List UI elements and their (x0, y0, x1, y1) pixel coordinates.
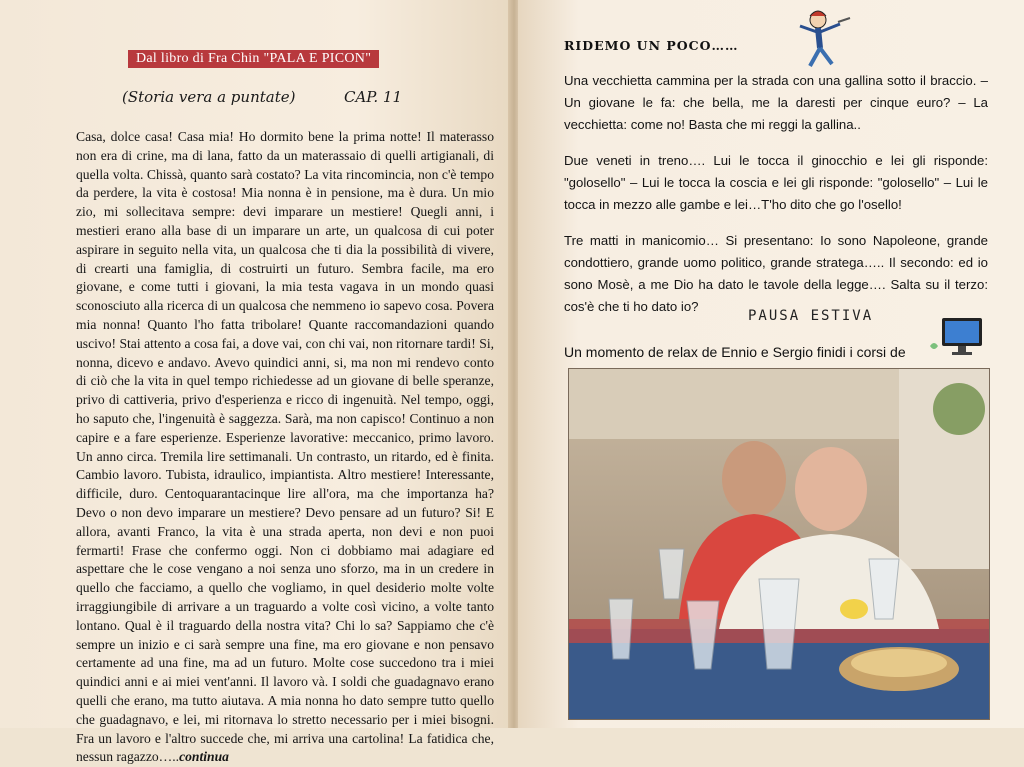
jokes-list (564, 70, 988, 332)
pausa-estiva-heading: PAUSA ESTIVA (748, 308, 874, 324)
jokes-title: RIDEMO UN POCO…… (564, 38, 739, 53)
cartoon-figure-icon (784, 6, 854, 72)
story-body (76, 128, 494, 767)
left-page (0, 0, 510, 765)
story-text: Casa, dolce casa! Casa mia! Ho dormito bene la prima notte! Il materasso non era di crine, ma di lana, fatto da un materassaio di quelli artigianali, di quella volta. Chissà, quanto sarà costato? La vita rincomincia, non c'è tempo da perdere, la vita è costosa! Mia nonna è in pensione, ma è dura. Un mio zio, mi sollecitava sempre: devi imparare un mestiere! Quegli anni, i mestieri erano alla base di un imparare un arte, un qualcosa di cui poter aspirare in seguito nella vita, un qualcosa che ti dia la possibilità di vivere, di crearti una famiglia, di costruirti un futuro. Sembra facile, ma ero giovane, e come tutti i giovani, la mia testa vagava in un mondo quasi sconosciuto alla ricerca di un qualcosa che nemmeno io sapevo cosa. Povera mia nonna! Quanto l'ho fatta tribolare! Quante raccomandazioni quando uscivo! Stai attento a cosa fai, a dove vai, con chi vai, non ritornare tardi! Si, nonna, dicevo e andavo. Avevo quindici anni, si, ma non mi rendevo conto di ciò che la vita in quel tempo richiedesse ad un giovane di belle speranze, privo di cattiveria, privo d'esperienza e ricco di ingenuità. Nel tempo, oggi, ho saputo che, l'ingenuità è saggezza. Sarà, ma non capisco! Continuo a non capire e a fare esperienze. Esperienze lavorative: meccanico, primo lavoro. Un anno circa. Tremila lire settimanali. Un contrasto, un ritardo, ed è finita. Cambio lavoro. Tubista, idraulico, impiantista. Altro mestiere! Interessante, difficile, duro. Centoquarantacinque lire all'ora, ma che importanza ha? Devo o non devo imparare un mestiere? Devo pensare ad un futuro? Si! E allora, avanti Franco, la vita è una strada aperta, non devi e non puoi fermarti! Frase che confermo oggi. Non ci dobbiamo mai adagiare ed aspettare che le cose vengano a noi senza uno sforzo, ma in un credere in quello che facciamo, a quello che vogliamo, in quel desiderio molte volte irraggiungibile di arrivare a un traguardo a volte così vicino, a volte tanto lontano. Qual è il traguardo della nostra vita? Chi lo sa? Sappiamo che c'è sempre un inizio e ci sarà sempre una fine, ma ero giovane e non pensavo certamente ad una fine, ma ad un futuro. Molte cose succedono tra i miei quindici anni e ai miei vent'anni. Il lavoro và. I soldi che guadagnavo erano quelli che erano, ma tutto aiutava. A mia nonna ho dato sempre tutto quello che guadagnavo, e lei, mi ritornava lo stretto necessario per i miei bisogni. Fra un lavoro e l'altro succede che, mi arriva una cartolina! La fatidica che, nessun ragazzo….. (76, 129, 494, 765)
joke-paragraph: Una vecchietta cammina per la strada con una gallina sotto il braccio. – Un giovane le fa: che bella, me la daresti per cinque euro? – La vecchietta: come no! Basta che mi reggi la gallina.. (564, 73, 988, 132)
right-page (518, 0, 1024, 728)
joke-paragraph: Due veneti in treno…. Lui le tocca il ginocchio e lei gli risponde: "golosello" – Lui le tocca la coscia e lei gli risponde: "golosello" – Lui le tocca in mezzo alle gambe e lei…T'ho dito che go l'osello! (564, 153, 988, 212)
photo-caption: Un momento de relax de Ennio e Sergio finidi i corsi de (564, 344, 906, 360)
restaurant-photo (568, 368, 990, 720)
story-subtitle: (Storia vera a puntate) (122, 88, 296, 106)
monitor-icon (928, 316, 988, 360)
joke-paragraph: Tre matti in manicomio… Si presentano: Io sono Napoleone, grande condottiero, grande uomo politico, grande stratega….. Il secondo: ed io sono Mosè, a me Dio ha dato le tavole della legge…. Salta su il terzo: cos'è che ti ho dato io? (564, 233, 988, 314)
book-source-label: Dal libro di Fra Chin "PALA E PICON" (128, 50, 379, 68)
chapter-label: CAP. 11 (344, 88, 402, 106)
continua-label: continua (179, 749, 229, 765)
